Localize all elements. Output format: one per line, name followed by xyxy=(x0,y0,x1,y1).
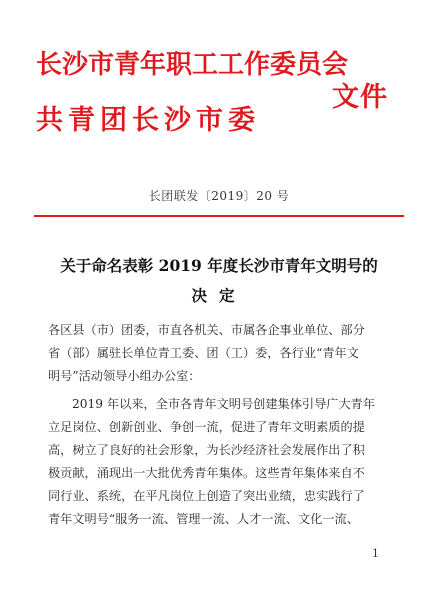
page-number: 1 xyxy=(372,547,379,560)
body-line: 明号”活动领导小组办公室： xyxy=(48,369,201,383)
issuing-org-line-2: 共青团长沙市委 xyxy=(36,105,260,136)
document-title: 关于命名表彰 2019 年度长沙市青年文明号的 xyxy=(60,256,378,275)
document-type-label: 文件 xyxy=(332,82,388,113)
issuing-org-line-1: 长沙市青年职工工作委员会 xyxy=(36,50,349,80)
body-line: 2019 年以来，全市各青年文明号创建集体引导广大青年 xyxy=(72,397,376,411)
body-line: 极贡献，涌现出一大批优秀青年集体。这些青年集体来自不 xyxy=(48,466,365,480)
body-line: 青年文明号“服务一流、管理一流、人才一流、文化一流、 xyxy=(48,512,359,526)
body-line: 各区县（市）团委，市直各机关、市属各企事业单位、部分 xyxy=(48,323,365,337)
body-line: 高，树立了良好的社会形象，为长沙经济社会发展作出了积 xyxy=(48,443,365,457)
body-line: 立足岗位、创新创业、争创一流，促进了青年文明素质的提 xyxy=(48,420,365,434)
document-number: 长团联发〔2019〕20 号 xyxy=(148,189,290,203)
red-divider-line xyxy=(34,215,404,217)
body-paragraph xyxy=(48,393,398,531)
document-title-decision: 决定 xyxy=(191,286,247,305)
body-line: 省（部）属驻长单位青工委、团（工）委，各行业“青年文 xyxy=(48,346,359,360)
addressee-paragraph xyxy=(48,319,398,388)
body-line: 同行业、系统，在平凡岗位上创造了突出业绩，忠实践行了 xyxy=(48,489,365,503)
